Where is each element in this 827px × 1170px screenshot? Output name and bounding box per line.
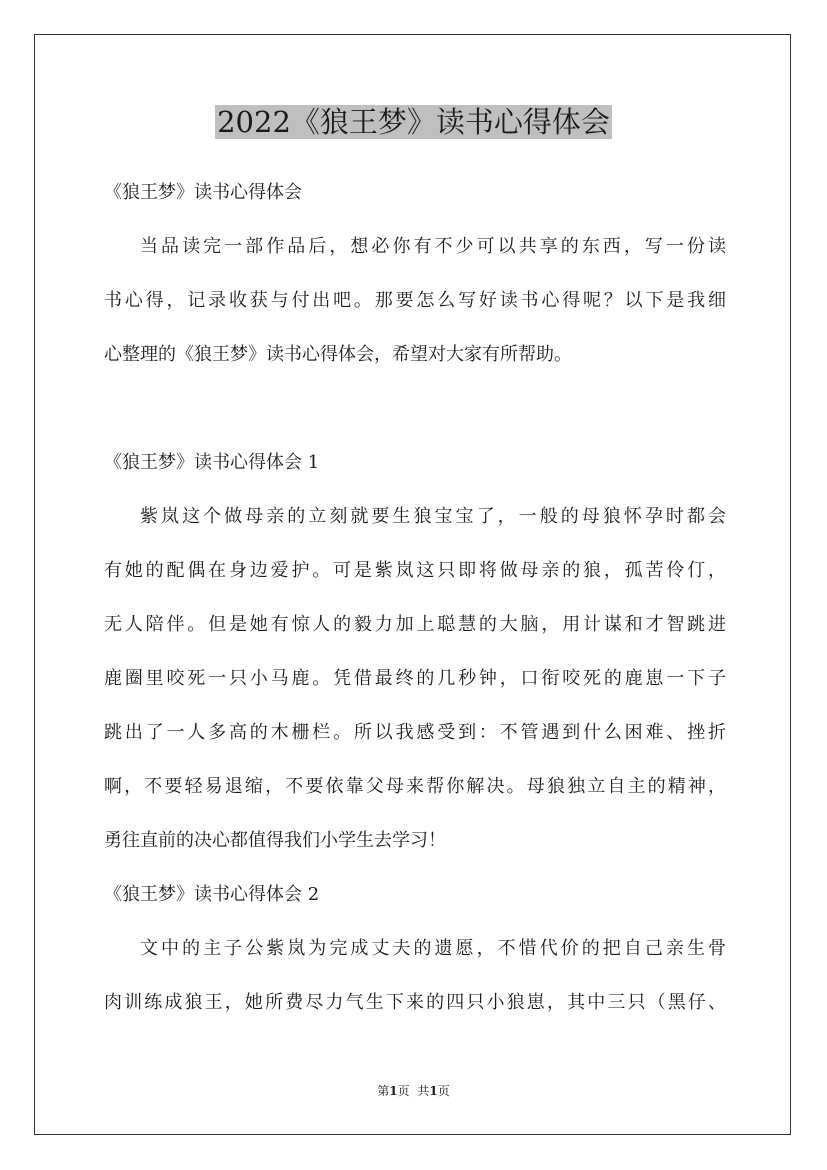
paragraph-line: 无人陪伴。但是她有惊人的毅力加上聪慧的大脑，用计谋和才智跳进 <box>104 614 726 635</box>
footer-page-prefix: 第 <box>377 1084 390 1098</box>
footer-page-suffix: 页 <box>397 1084 410 1098</box>
footer-page-number: 1 <box>389 1084 398 1098</box>
paragraph-line: 书心得，记录收获与付出吧。那要怎么写好读书心得呢？以下是我细 <box>104 290 726 311</box>
paragraph-line: 肉训练成狼王，她所费尽力气生下来的四只小狼崽，其中三只（黑仔、 <box>104 992 726 1013</box>
page-footer <box>0 1082 827 1100</box>
section-heading-1: 《狼王梦》读书心得体会 1 <box>104 452 320 473</box>
paragraph-line: 鹿圈里咬死一只小马鹿。凭借最终的几秒钟，口衔咬死的鹿崽一下子 <box>104 668 726 689</box>
paragraph-line: 当品读完一部作品后，想必你有不少可以共享的东西，写一份读 <box>140 236 726 257</box>
section-heading-2: 《狼王梦》读书心得体会 2 <box>104 884 320 905</box>
paragraph-line: 紫岚这个做母亲的立刻就要生狼宝宝了，一般的母狼怀孕时都会 <box>140 506 726 527</box>
document-title-text: 2022《狼王梦》读书心得体会 <box>217 105 610 139</box>
footer-total-prefix: 共 <box>417 1084 430 1098</box>
paragraph-line: 心整理的《狼王梦》读书心得体会，希望对大家有所帮助。 <box>104 344 572 365</box>
paragraph-line: 文中的主子公紫岚为完成丈夫的遗愿，不惜代价的把自己亲生骨 <box>140 938 726 959</box>
footer-total-suffix: 页 <box>437 1084 450 1098</box>
paragraph-line: 勇往直前的决心都值得我们小学生去学习！ <box>104 830 446 851</box>
footer-total-number: 1 <box>429 1084 438 1098</box>
paragraph-line: 有她的配偶在身边爱护。可是紫岚这只即将做母亲的狼，孤苦伶仃， <box>104 560 726 581</box>
document-subtitle: 《狼王梦》读书心得体会 <box>104 182 302 203</box>
paragraph-line: 啊，不要轻易退缩，不要依靠父母来帮你解决。母狼独立自主的精神， <box>104 776 726 797</box>
paragraph-line: 跳出了一人多高的木栅栏。所以我感受到：不管遇到什么困难、挫折 <box>104 722 726 743</box>
document-title <box>0 100 827 144</box>
